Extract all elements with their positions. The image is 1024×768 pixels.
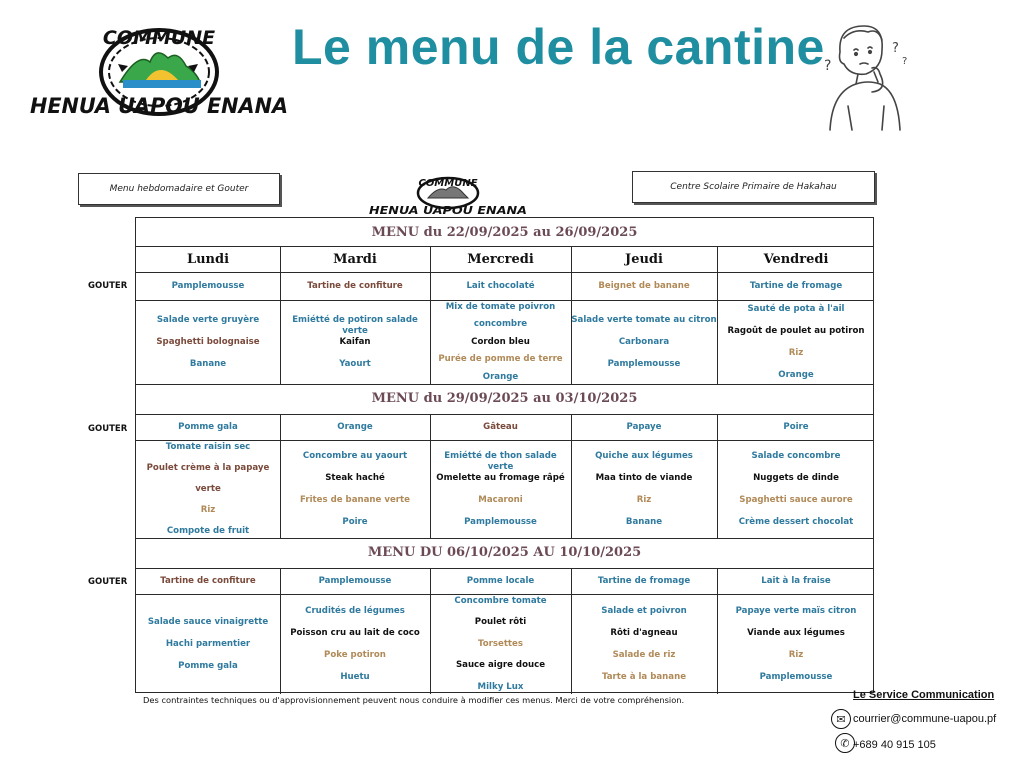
meal-cell (571, 300, 717, 384)
meal-cell (717, 440, 875, 538)
menu-item: Sauté de pota à l'ail (747, 303, 845, 314)
phone-icon: ✆ (835, 733, 855, 753)
day-header-vendredi: Vendredi (763, 252, 829, 267)
menu-item: Poke potiron (324, 649, 386, 660)
svg-text:COMMUNE: COMMUNE (418, 178, 478, 189)
day-header-mercredi: Mercredi (467, 252, 534, 267)
menu-item: Ragoût de poulet au potiron (727, 325, 865, 336)
gouter-cell (571, 272, 717, 300)
svg-text:COMMUNE: COMMUNE (102, 27, 216, 49)
gouter-cell (280, 272, 430, 300)
menu-item: Concombre tomate (454, 595, 547, 606)
page-title: Le menu de la cantine (292, 19, 825, 75)
menu-item: Tarte à la banane (601, 671, 687, 682)
menu-item: Poulet rôti (474, 617, 527, 627)
gouter-cell (280, 568, 430, 594)
menu-item: Pamplemousse (171, 280, 245, 291)
table-row-divider (136, 538, 873, 539)
menu-item: Pamplemousse (464, 516, 537, 527)
menu-item: Salade verte gruyère (156, 314, 260, 325)
meal-cell (280, 300, 430, 384)
gouter-label: GOUTER (88, 577, 128, 587)
menu-item: verte (195, 483, 221, 494)
meal-cell (430, 300, 571, 384)
school-name-box (632, 171, 875, 203)
menu-item: Yaourt (339, 358, 371, 369)
menu-item: Lait à la fraise (761, 575, 831, 586)
menu-item: Papaye (626, 421, 662, 432)
menu-item: Torsettes (478, 638, 523, 649)
meal-cell (571, 440, 717, 538)
menu-item: Milky Lux (477, 681, 524, 692)
meal-cell (717, 594, 875, 694)
gouter-cell (430, 568, 571, 594)
menu-item: Salade sauce vinaigrette (147, 616, 269, 627)
gouter-cell (280, 414, 430, 440)
gouter-cell (571, 414, 717, 440)
menu-item: Salade et poivron (601, 605, 687, 616)
menu-item: concombre (473, 319, 528, 329)
menu-item: Pamplemousse (607, 358, 681, 369)
gouter-cell (136, 568, 280, 594)
mail-icon: ✉ (831, 709, 851, 729)
menu-item: Huetu (340, 671, 370, 682)
meal-cell (430, 594, 571, 694)
thinking-person-icon (818, 18, 914, 134)
gouter-cell (571, 568, 717, 594)
menu-item: Salade verte tomate au citron (571, 314, 717, 325)
table-row-divider (136, 246, 873, 247)
menu-item: Emiétté de thon salade verte (444, 450, 557, 472)
menu-item: Salade de riz (612, 649, 676, 660)
gouter-cell (717, 568, 875, 594)
menu-item: Omelette au fromage râpé (436, 472, 565, 483)
menu-item: Pomme locale (466, 575, 535, 586)
day-header-lundi: Lundi (186, 252, 230, 267)
menu-item: Spaghetti bolognaise (156, 336, 260, 347)
commune-logo (28, 22, 290, 122)
menu-item: Tomate raisin sec (165, 441, 251, 452)
meal-cell (136, 300, 280, 384)
meal-cell (717, 300, 875, 384)
menu-item: Crudités de légumes (305, 605, 405, 616)
menu-item: Purée de pomme de terre (438, 354, 563, 364)
menu-item: Beignet de banane (598, 280, 690, 291)
menu-item: Banane (625, 516, 663, 527)
menu-item: Maa tinto de viande (595, 472, 693, 483)
menu-item: Carbonara (618, 336, 670, 347)
menu-item: Spaghetti sauce aurore (739, 494, 853, 505)
menu-item: Hachi parmentier (165, 638, 251, 649)
menu-item: Compote de fruit (166, 525, 250, 536)
gouter-cell (136, 272, 280, 300)
svg-text:?: ? (902, 56, 908, 67)
menu-item: Concombre au yaourt (302, 450, 408, 461)
menu-item: Emiétté de potiron salade verte (292, 314, 418, 336)
gouter-label: GOUTER (88, 424, 128, 434)
menu-item: Macaroni (478, 494, 523, 505)
menu-item: Riz (200, 504, 216, 515)
menu-item: Orange (482, 371, 519, 382)
menu-item: Pomme gala (178, 421, 238, 432)
svg-text:HENUA UAPOU ENANA: HENUA UAPOU ENANA (369, 204, 527, 216)
service-communication-label: Le Service Communication (853, 689, 995, 701)
menu-item: Kaifan (339, 336, 371, 347)
menu-type-box (78, 173, 280, 205)
menu-table (135, 217, 874, 693)
menu-item: Tartine de confiture (160, 575, 256, 586)
gouter-cell (430, 414, 571, 440)
menu-item: Riz (788, 347, 804, 358)
gouter-label: GOUTER (88, 281, 128, 291)
menu-item: Crème dessert chocolat (738, 516, 854, 527)
menu-item: Pamplemousse (318, 575, 392, 586)
day-header-jeudi: Jeudi (625, 252, 663, 267)
gouter-cell (717, 414, 875, 440)
meal-cell (136, 594, 280, 694)
day-header-mardi: Mardi (333, 252, 377, 267)
menu-item: Viande aux légumes (747, 627, 845, 638)
gouter-cell (717, 272, 875, 300)
menu-item: Tartine de confiture (307, 280, 403, 291)
menu-item: Sauce aigre douce (455, 660, 546, 670)
svg-text:HENUA UAPOU ENANA: HENUA UAPOU ENANA (30, 94, 288, 118)
menu-item: Salade concombre (751, 450, 841, 461)
svg-text:?: ? (824, 58, 832, 74)
menu-type-text: Menu hebdomadaire et Gouter (109, 184, 249, 194)
disclaimer-text: Des contraintes techniques ou d'approvisionnement peuvent nous conduire à modifier ces menus. Merci de votre compréhension. (143, 695, 685, 705)
menu-item: Riz (636, 494, 652, 505)
menu-item: Poisson cru au lait de coco (290, 627, 420, 638)
meal-cell (136, 440, 280, 538)
week-title: MENU du 29/09/2025 au 03/10/2025 (371, 391, 638, 406)
menu-item: Pomme gala (178, 660, 238, 671)
school-name-text: Centre Scolaire Primaire de Hakahau (670, 182, 837, 192)
menu-item: Quiche aux légumes (595, 450, 693, 461)
menu-item: Papaye verte maïs citron (735, 605, 857, 616)
menu-item: Orange (337, 421, 373, 432)
gouter-cell (430, 272, 571, 300)
meal-cell (280, 594, 430, 694)
meal-cell (280, 440, 430, 538)
contact-phone[interactable]: +689 40 915 105 (853, 739, 936, 751)
menu-item: Gâteau (483, 421, 518, 432)
svg-text:?: ? (892, 41, 899, 56)
menu-item: Banane (189, 358, 227, 369)
menu-item: Rôti d'agneau (610, 627, 678, 638)
contact-email[interactable]: courrier@commune-uapou.pf (853, 713, 997, 725)
menu-item: Poire (342, 516, 368, 527)
menu-item: Tartine de fromage (749, 280, 843, 291)
menu-item: Poire (783, 421, 809, 432)
menu-item: Frites de banane verte (300, 494, 410, 505)
meal-cell (430, 440, 571, 538)
menu-item: Steak haché (325, 472, 385, 483)
menu-item: Lait chocolaté (466, 280, 535, 291)
menu-item: Orange (778, 369, 814, 380)
menu-item: Nuggets de dinde (753, 472, 839, 483)
week-title: MENU du 22/09/2025 au 26/09/2025 (371, 225, 638, 240)
commune-logo-small (368, 176, 528, 216)
meal-cell (571, 594, 717, 694)
menu-item: Tartine de fromage (597, 575, 691, 586)
menu-item: Cordon bleu (471, 336, 530, 347)
menu-item: Pamplemousse (759, 671, 833, 682)
menu-item: Poulet crème à la papaye (146, 462, 270, 473)
menu-item: Mix de tomate poivron (445, 301, 556, 312)
gouter-cell (136, 414, 280, 440)
table-row-divider (136, 384, 873, 385)
menu-item: Riz (788, 649, 804, 660)
week-title: MENU DU 06/10/2025 AU 10/10/2025 (367, 545, 642, 560)
